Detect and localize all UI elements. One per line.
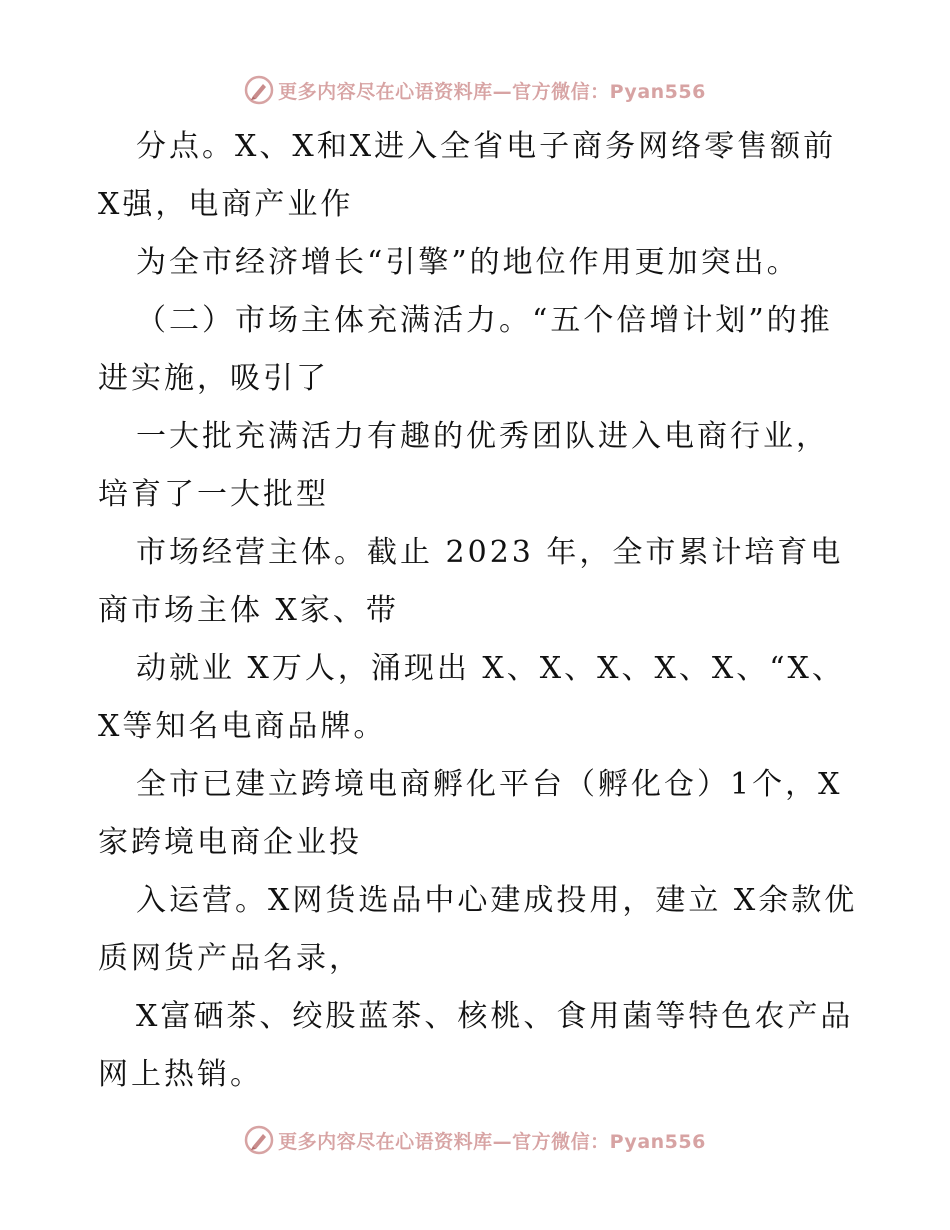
paragraph: 全市已建立跨境电商孵化平台（孵化仓）1个，X家跨境电商企业投 <box>98 767 843 860</box>
paragraph: 分点。X、X和X进入全省电子商务网络零售额前X强，电商产业作 <box>98 129 837 222</box>
paragraph: 一大批充满活力有趣的优秀团队进入电商行业，培育了一大批型 <box>98 419 829 512</box>
paragraph: 市场经营主体。截止 2023 年，全市累计培育电商市场主体 X家、带 <box>98 535 844 628</box>
pen-logo-icon <box>244 1125 274 1155</box>
paragraph: 为全市经济增长“引擎”的地位作用更加突出。 <box>136 245 800 280</box>
watermark-text: 更多内容尽在心语资料库—官方微信：Pyan556 <box>278 1130 706 1153</box>
document-body <box>98 118 858 1104</box>
paragraph: （二）市场主体充满活力。“五个倍增计划”的推进实施，吸引了 <box>98 303 833 396</box>
pen-logo-icon <box>244 75 274 105</box>
paragraph: 入运营。X网货选品中心建成投用，建立 X余款优质网货产品名录， <box>98 883 858 976</box>
paragraph: 动就业 X万人，涌现出 X、X、X、X、X、“X、X等知名电商品牌。 <box>98 651 845 744</box>
header-watermark <box>0 70 950 110</box>
watermark-text: 更多内容尽在心语资料库—官方微信：Pyan556 <box>278 80 706 103</box>
footer-watermark <box>0 1120 950 1160</box>
paragraph: X富硒茶、绞股蓝茶、核桃、食用菌等特色农产品网上热销。 <box>98 999 854 1092</box>
